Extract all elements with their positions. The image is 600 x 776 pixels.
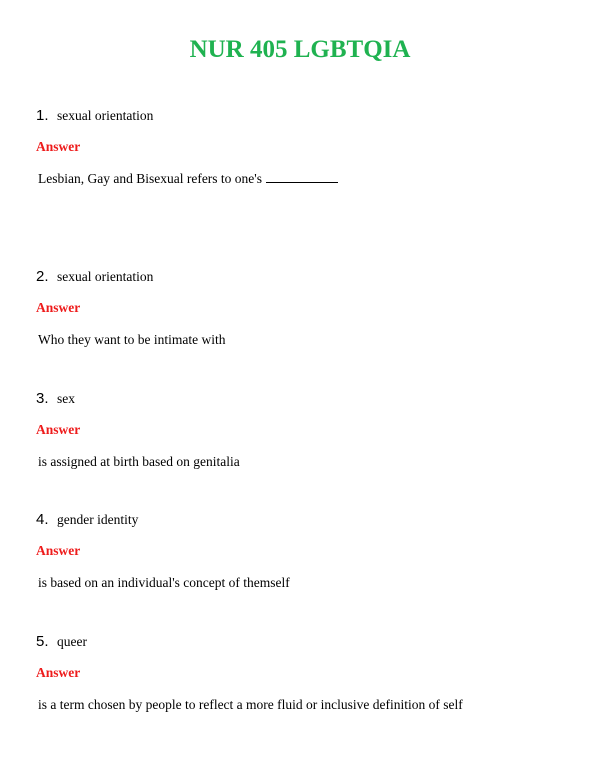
question-line xyxy=(36,267,153,287)
answer-label: Answer xyxy=(36,139,81,154)
question-line xyxy=(36,632,87,652)
question-term: sex xyxy=(57,391,75,406)
question-line xyxy=(36,389,75,409)
answer-text-content: Lesbian, Gay and Bisexual refers to one's xyxy=(38,171,262,186)
answer-label: Answer xyxy=(36,665,81,680)
answer-text: is assigned at birth based on genitalia xyxy=(38,454,240,469)
answer-label: Answer xyxy=(36,422,81,437)
question-line xyxy=(36,510,138,530)
answer-label: Answer xyxy=(36,543,81,558)
question-number: 1. xyxy=(36,107,49,124)
question-term: sexual orientation xyxy=(57,108,154,123)
question-number: 2. xyxy=(36,268,49,285)
fill-in-blank xyxy=(266,169,338,183)
page-title: NUR 405 LGBTQIA xyxy=(189,36,411,63)
question-term: queer xyxy=(57,634,87,649)
question-line xyxy=(36,106,153,126)
answer-label: Answer xyxy=(36,300,81,315)
question-number: 3. xyxy=(36,390,49,407)
question-number: 4. xyxy=(36,511,49,528)
answer-text: is a term chosen by people to reflect a more fluid or inclusive definition of self xyxy=(38,697,463,712)
question-number: 5. xyxy=(36,633,49,650)
question-term: gender identity xyxy=(57,512,139,527)
answer-text: Who they want to be intimate with xyxy=(38,332,226,347)
answer-text xyxy=(38,169,338,189)
answer-text: is based on an individual's concept of themself xyxy=(38,575,290,590)
question-term: sexual orientation xyxy=(57,269,154,284)
